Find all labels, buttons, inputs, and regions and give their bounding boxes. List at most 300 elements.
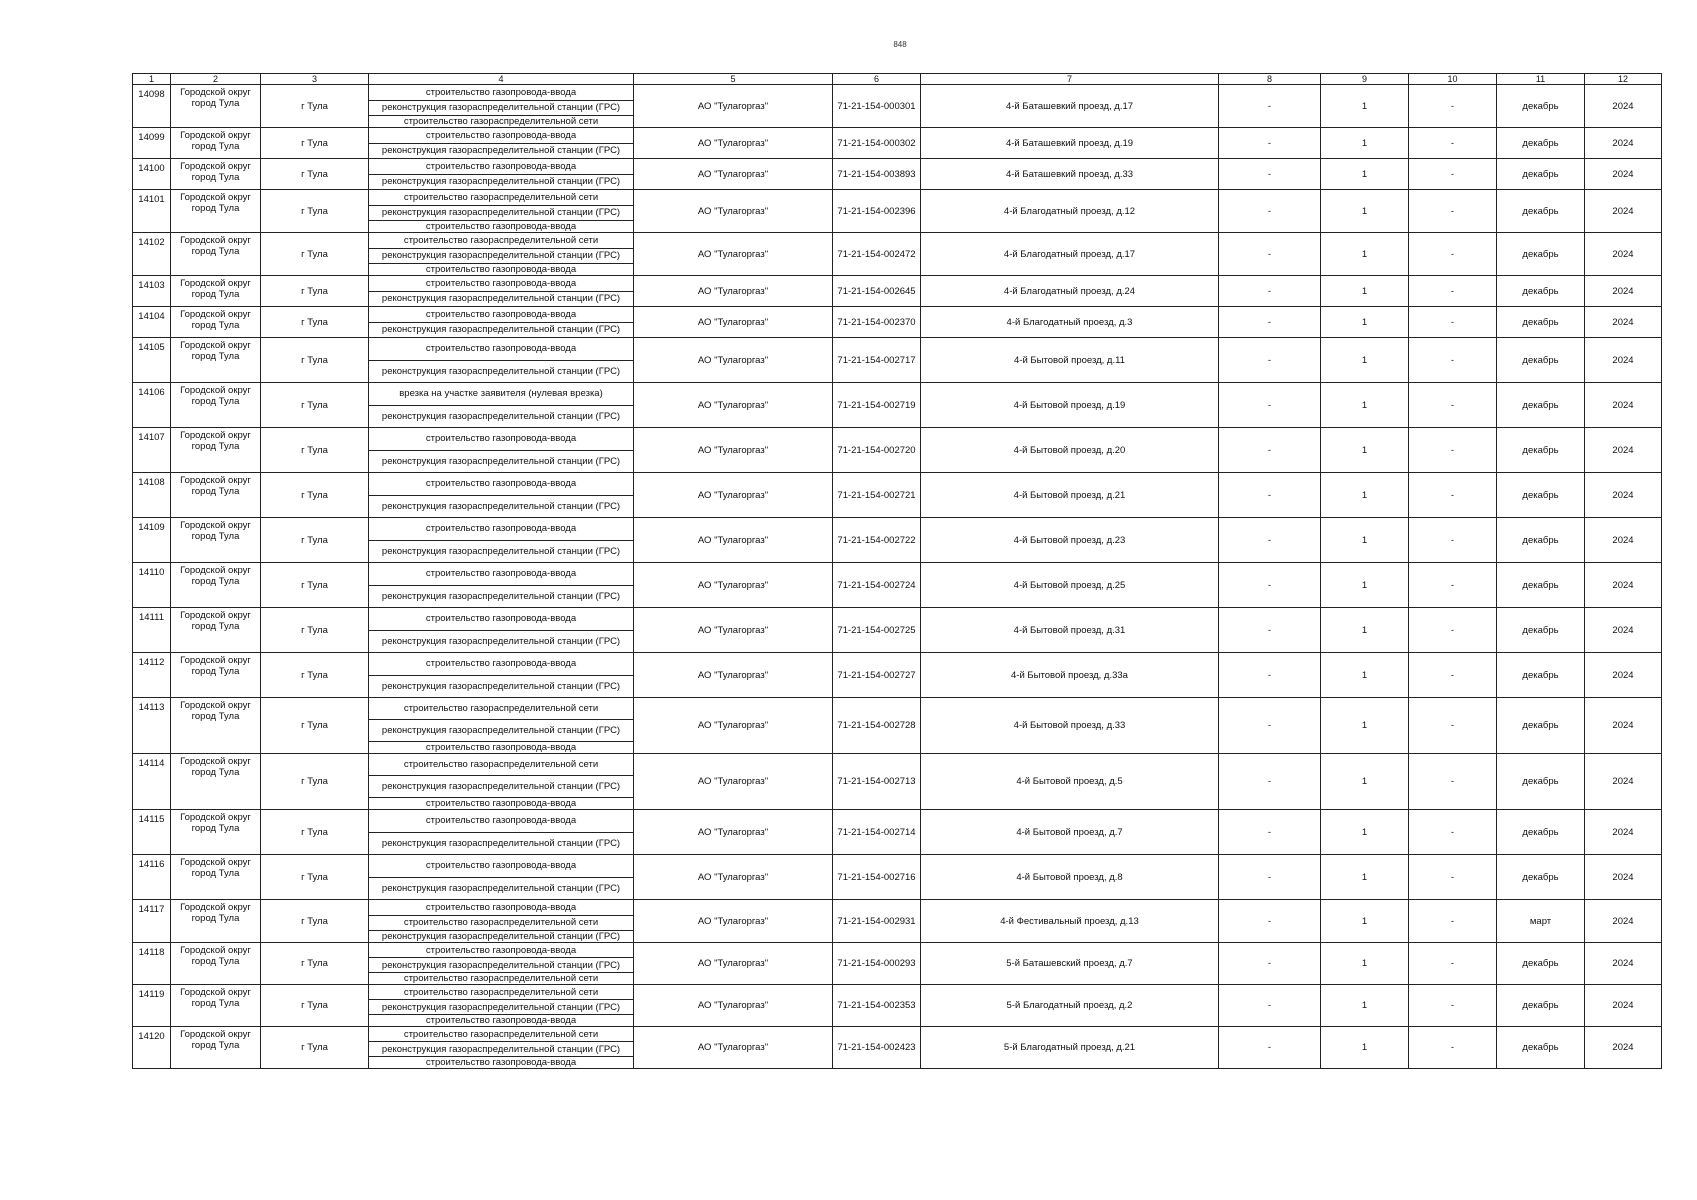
month: декабрь — [1497, 428, 1585, 473]
col-10-value: - — [1409, 159, 1497, 190]
col-10-value: - — [1409, 128, 1497, 159]
organization: АО "Тулагоргаз" — [634, 276, 833, 307]
month: декабрь — [1497, 698, 1585, 754]
column-header: 9 — [1321, 74, 1409, 85]
col-10-value: - — [1409, 900, 1497, 943]
works-cell — [369, 128, 634, 159]
col-9-value: 1 — [1321, 85, 1409, 128]
col-9-value: 1 — [1321, 383, 1409, 428]
city-name: г Тула — [261, 307, 369, 338]
col-8-value: - — [1219, 233, 1321, 276]
col-8-value: - — [1219, 276, 1321, 307]
month: декабрь — [1497, 943, 1585, 985]
table-row — [133, 518, 1662, 563]
table-row — [133, 276, 1662, 307]
work-item: реконструкция газораспределительной станции (ГРС) — [369, 775, 633, 797]
city-name: г Тула — [261, 855, 369, 900]
work-item: реконструкция газораспределительной станции (ГРС) — [369, 360, 633, 383]
works-cell — [369, 233, 634, 276]
city-name: г Тула — [261, 383, 369, 428]
district-name: Городской округ город Тула — [171, 943, 261, 985]
district-name: Городской округ город Тула — [171, 276, 261, 307]
table-row — [133, 473, 1662, 518]
work-item: строительство газопровода-ввода — [425, 277, 577, 289]
table-row — [133, 307, 1662, 338]
table-row — [133, 653, 1662, 698]
address: 4-й Бытовой проезд, д.11 — [921, 338, 1219, 383]
column-header: 10 — [1409, 74, 1497, 85]
col-8-value: - — [1219, 943, 1321, 985]
work-item: строительство газопровода-ввода — [425, 308, 577, 320]
col-9-value: 1 — [1321, 754, 1409, 810]
year: 2024 — [1585, 518, 1662, 563]
work-item: строительство газопровода-ввода — [369, 1014, 633, 1026]
object-code: 71-21-154-002722 — [833, 518, 921, 563]
address: 5-й Баташевский проезд, д.7 — [921, 943, 1219, 985]
col-8-value: - — [1219, 754, 1321, 810]
work-item: строительство газопровода-ввода — [425, 433, 577, 445]
work-item: строительство газопровода-ввода — [369, 220, 633, 232]
col-9-value: 1 — [1321, 563, 1409, 608]
col-9-value: 1 — [1321, 307, 1409, 338]
row-number: 14113 — [133, 698, 171, 754]
col-10-value: - — [1409, 698, 1497, 754]
work-item: реконструкция газораспределительной станции (ГРС) — [369, 630, 633, 653]
city-name: г Тула — [261, 900, 369, 943]
district-name: Городской округ город Тула — [171, 233, 261, 276]
table-row — [133, 810, 1662, 855]
year: 2024 — [1585, 754, 1662, 810]
table-row — [133, 85, 1662, 128]
city-name: г Тула — [261, 428, 369, 473]
object-code: 71-21-154-002724 — [833, 563, 921, 608]
address: 4-й Благодатный проезд, д.3 — [921, 307, 1219, 338]
table-row — [133, 563, 1662, 608]
row-number: 14111 — [133, 608, 171, 653]
works-cell — [369, 608, 634, 653]
city-name: г Тула — [261, 233, 369, 276]
column-number-row — [133, 74, 1662, 85]
object-code: 71-21-154-002645 — [833, 276, 921, 307]
work-item: реконструкция газораспределительной станции (ГРС) — [369, 1041, 633, 1056]
organization: АО "Тулагоргаз" — [634, 563, 833, 608]
object-code: 71-21-154-002721 — [833, 473, 921, 518]
col-8-value: - — [1219, 338, 1321, 383]
work-item: строительство газопровода-ввода — [425, 478, 577, 490]
address: 4-й Баташевкий проезд, д.33 — [921, 159, 1219, 190]
work-item: строительство газораспределительной сети — [403, 703, 599, 714]
month: декабрь — [1497, 383, 1585, 428]
works-cell — [369, 1027, 634, 1069]
work-item: строительство газопровода-ввода — [369, 797, 633, 809]
col-9-value: 1 — [1321, 473, 1409, 518]
work-item: строительство газопровода-ввода — [425, 901, 577, 913]
col-8-value: - — [1219, 985, 1321, 1027]
col-9-value: 1 — [1321, 985, 1409, 1027]
year: 2024 — [1585, 810, 1662, 855]
district-name: Городской округ город Тула — [171, 985, 261, 1027]
works-cell — [369, 900, 634, 943]
col-8-value: - — [1219, 190, 1321, 233]
work-item: строительство газораспределительной сети — [403, 191, 599, 203]
col-8-value: - — [1219, 698, 1321, 754]
row-number: 14118 — [133, 943, 171, 985]
city-name: г Тула — [261, 1027, 369, 1069]
row-number: 14102 — [133, 233, 171, 276]
object-code: 71-21-154-002396 — [833, 190, 921, 233]
works-cell — [369, 276, 634, 307]
works-cell — [369, 159, 634, 190]
work-item: реконструкция газораспределительной станции (ГРС) — [369, 957, 633, 972]
col-10-value: - — [1409, 338, 1497, 383]
col-9-value: 1 — [1321, 653, 1409, 698]
table-row — [133, 754, 1662, 810]
col-9-value: 1 — [1321, 698, 1409, 754]
col-8-value: - — [1219, 1027, 1321, 1069]
work-item: строительство газопровода-ввода — [425, 613, 577, 625]
object-code: 71-21-154-002423 — [833, 1027, 921, 1069]
col-10-value: - — [1409, 428, 1497, 473]
district-name: Городской округ город Тула — [171, 1027, 261, 1069]
col-9-value: 1 — [1321, 276, 1409, 307]
work-item: реконструкция газораспределительной станции (ГРС) — [369, 999, 633, 1014]
works-cell — [369, 855, 634, 900]
row-number: 14105 — [133, 338, 171, 383]
city-name: г Тула — [261, 563, 369, 608]
address: 4-й Бытовой проезд, д.25 — [921, 563, 1219, 608]
address: 5-й Благодатный проезд, д.21 — [921, 1027, 1219, 1069]
month: декабрь — [1497, 338, 1585, 383]
col-9-value: 1 — [1321, 338, 1409, 383]
address: 4-й Бытовой проезд, д.33 — [921, 698, 1219, 754]
works-cell — [369, 307, 634, 338]
col-9-value: 1 — [1321, 233, 1409, 276]
object-code: 71-21-154-002713 — [833, 754, 921, 810]
district-name: Городской округ город Тула — [171, 900, 261, 943]
month: декабрь — [1497, 159, 1585, 190]
work-item: реконструкция газораспределительной станции (ГРС) — [369, 450, 633, 473]
month: декабрь — [1497, 1027, 1585, 1069]
work-item: строительство газопровода-ввода — [425, 860, 577, 872]
work-item: строительство газопровода-ввода — [369, 1056, 633, 1068]
organization: АО "Тулагоргаз" — [634, 698, 833, 754]
organization: АО "Тулагоргаз" — [634, 943, 833, 985]
work-item: реконструкция газораспределительной станции (ГРС) — [369, 540, 633, 563]
table-row — [133, 383, 1662, 428]
row-number: 14103 — [133, 276, 171, 307]
works-cell — [369, 428, 634, 473]
organization: АО "Тулагоргаз" — [634, 383, 833, 428]
work-item: реконструкция газораспределительной станции (ГРС) — [369, 100, 633, 116]
column-header: 3 — [261, 74, 369, 85]
month: декабрь — [1497, 85, 1585, 128]
row-number: 14100 — [133, 159, 171, 190]
works-cell — [369, 383, 634, 428]
month: декабрь — [1497, 233, 1585, 276]
district-name: Городской округ город Тула — [171, 608, 261, 653]
object-code: 71-21-154-002728 — [833, 698, 921, 754]
year: 2024 — [1585, 985, 1662, 1027]
works-cell — [369, 338, 634, 383]
row-number: 14115 — [133, 810, 171, 855]
work-item: строительство газопровода-ввода — [369, 263, 633, 275]
col-8-value: - — [1219, 653, 1321, 698]
address: 4-й Бытовой проезд, д.33а — [921, 653, 1219, 698]
works-cell — [369, 85, 634, 128]
row-number: 14108 — [133, 473, 171, 518]
district-name: Городской округ город Тула — [171, 85, 261, 128]
month: декабрь — [1497, 518, 1585, 563]
organization: АО "Тулагоргаз" — [634, 518, 833, 563]
col-10-value: - — [1409, 190, 1497, 233]
gasification-table — [132, 73, 1662, 1069]
col-10-value: - — [1409, 307, 1497, 338]
works-cell — [369, 698, 634, 754]
work-item: строительство газопровода-ввода — [369, 741, 633, 753]
month: март — [1497, 900, 1585, 943]
column-header: 1 — [133, 74, 171, 85]
works-cell — [369, 754, 634, 810]
work-item: реконструкция газораспределительной станции (ГРС) — [369, 877, 633, 900]
work-item: строительство газораспределительной сети — [403, 234, 599, 246]
district-name: Городской округ город Тула — [171, 338, 261, 383]
col-10-value: - — [1409, 985, 1497, 1027]
table-row — [133, 428, 1662, 473]
city-name: г Тула — [261, 518, 369, 563]
table-row — [133, 698, 1662, 754]
object-code: 71-21-154-002716 — [833, 855, 921, 900]
year: 2024 — [1585, 276, 1662, 307]
work-item: строительство газораспределительной сети — [403, 986, 599, 998]
table-row — [133, 338, 1662, 383]
table-row — [133, 1027, 1662, 1069]
col-9-value: 1 — [1321, 900, 1409, 943]
col-9-value: 1 — [1321, 428, 1409, 473]
col-9-value: 1 — [1321, 1027, 1409, 1069]
address: 4-й Бытовой проезд, д.21 — [921, 473, 1219, 518]
address: 4-й Бытовой проезд, д.31 — [921, 608, 1219, 653]
col-8-value: - — [1219, 85, 1321, 128]
city-name: г Тула — [261, 985, 369, 1027]
row-number: 14109 — [133, 518, 171, 563]
month: декабрь — [1497, 190, 1585, 233]
district-name: Городской округ город Тула — [171, 128, 261, 159]
district-name: Городской округ город Тула — [171, 428, 261, 473]
organization: АО "Тулагоргаз" — [634, 754, 833, 810]
year: 2024 — [1585, 383, 1662, 428]
row-number: 14107 — [133, 428, 171, 473]
work-item: строительство газораспределительной сети — [369, 115, 633, 127]
work-item: строительство газопровода-ввода — [425, 343, 577, 355]
col-9-value: 1 — [1321, 190, 1409, 233]
col-10-value: - — [1409, 653, 1497, 698]
table-row — [133, 159, 1662, 190]
col-8-value: - — [1219, 473, 1321, 518]
address: 4-й Бытовой проезд, д.7 — [921, 810, 1219, 855]
city-name: г Тула — [261, 810, 369, 855]
row-number: 14098 — [133, 85, 171, 128]
work-item: реконструкция газораспределительной станции (ГРС) — [369, 322, 633, 338]
organization: АО "Тулагоргаз" — [634, 1027, 833, 1069]
address: 4-й Бытовой проезд, д.5 — [921, 754, 1219, 810]
district-name: Городской округ город Тула — [171, 810, 261, 855]
year: 2024 — [1585, 653, 1662, 698]
district-name: Городской округ город Тула — [171, 653, 261, 698]
works-cell — [369, 943, 634, 985]
organization: АО "Тулагоргаз" — [634, 985, 833, 1027]
city-name: г Тула — [261, 159, 369, 190]
column-header: 7 — [921, 74, 1219, 85]
row-number: 14106 — [133, 383, 171, 428]
month: декабрь — [1497, 473, 1585, 518]
month: декабрь — [1497, 276, 1585, 307]
district-name: Городской округ город Тула — [171, 159, 261, 190]
organization: АО "Тулагоргаз" — [634, 338, 833, 383]
table-row — [133, 900, 1662, 943]
col-8-value: - — [1219, 900, 1321, 943]
column-header: 8 — [1219, 74, 1321, 85]
column-header: 11 — [1497, 74, 1585, 85]
month: декабрь — [1497, 608, 1585, 653]
address: 4-й Бытовой проезд, д.19 — [921, 383, 1219, 428]
organization: АО "Тулагоргаз" — [634, 190, 833, 233]
district-name: Городской округ город Тула — [171, 698, 261, 754]
table-row — [133, 190, 1662, 233]
year: 2024 — [1585, 190, 1662, 233]
col-8-value: - — [1219, 128, 1321, 159]
col-8-value: - — [1219, 810, 1321, 855]
work-item: реконструкция газораспределительной станции (ГРС) — [369, 675, 633, 698]
work-item: строительство газопровода-ввода — [425, 815, 577, 827]
city-name: г Тула — [261, 85, 369, 128]
work-item: строительство газораспределительной сети — [369, 972, 633, 984]
work-item: реконструкция газораспределительной станции (ГРС) — [369, 832, 633, 855]
table-row — [133, 128, 1662, 159]
col-10-value: - — [1409, 754, 1497, 810]
object-code: 71-21-154-002931 — [833, 900, 921, 943]
city-name: г Тула — [261, 338, 369, 383]
year: 2024 — [1585, 608, 1662, 653]
work-item: строительство газопровода-ввода — [425, 568, 577, 580]
works-cell — [369, 985, 634, 1027]
work-item: строительство газопровода-ввода — [425, 944, 577, 956]
column-header: 12 — [1585, 74, 1662, 85]
col-10-value: - — [1409, 810, 1497, 855]
object-code: 71-21-154-002719 — [833, 383, 921, 428]
city-name: г Тула — [261, 653, 369, 698]
month: декабрь — [1497, 855, 1585, 900]
year: 2024 — [1585, 855, 1662, 900]
address: 4-й Благодатный проезд, д.24 — [921, 276, 1219, 307]
object-code: 71-21-154-002714 — [833, 810, 921, 855]
row-number: 14099 — [133, 128, 171, 159]
col-10-value: - — [1409, 943, 1497, 985]
organization: АО "Тулагоргаз" — [634, 159, 833, 190]
district-name: Городской округ город Тула — [171, 190, 261, 233]
col-8-value: - — [1219, 563, 1321, 608]
work-item: строительство газораспределительной сети — [403, 759, 599, 770]
object-code: 71-21-154-002725 — [833, 608, 921, 653]
col-9-value: 1 — [1321, 855, 1409, 900]
year: 2024 — [1585, 563, 1662, 608]
organization: АО "Тулагоргаз" — [634, 653, 833, 698]
year: 2024 — [1585, 338, 1662, 383]
col-8-value: - — [1219, 383, 1321, 428]
object-code: 71-21-154-000302 — [833, 128, 921, 159]
col-9-value: 1 — [1321, 128, 1409, 159]
object-code: 71-21-154-002727 — [833, 653, 921, 698]
col-9-value: 1 — [1321, 608, 1409, 653]
year: 2024 — [1585, 307, 1662, 338]
organization: АО "Тулагоргаз" — [634, 608, 833, 653]
column-header: 5 — [634, 74, 833, 85]
organization: АО "Тулагоргаз" — [634, 428, 833, 473]
organization: АО "Тулагоргаз" — [634, 855, 833, 900]
month: декабрь — [1497, 128, 1585, 159]
district-name: Городской округ город Тула — [171, 563, 261, 608]
address: 4-й Благодатный проезд, д.12 — [921, 190, 1219, 233]
city-name: г Тула — [261, 943, 369, 985]
work-item: реконструкция газораспределительной станции (ГРС) — [369, 719, 633, 741]
organization: АО "Тулагоргаз" — [634, 900, 833, 943]
row-number: 14119 — [133, 985, 171, 1027]
address: 4-й Благодатный проезд, д.17 — [921, 233, 1219, 276]
organization: АО "Тулагоргаз" — [634, 233, 833, 276]
work-item: реконструкция газораспределительной станции (ГРС) — [369, 143, 633, 159]
col-10-value: - — [1409, 85, 1497, 128]
table-row — [133, 233, 1662, 276]
work-item: реконструкция газораспределительной станции (ГРС) — [369, 495, 633, 518]
address: 4-й Баташевкий проезд, д.17 — [921, 85, 1219, 128]
object-code: 71-21-154-003893 — [833, 159, 921, 190]
work-item: реконструкция газораспределительной станции (ГРС) — [369, 248, 633, 264]
district-name: Городской округ город Тула — [171, 855, 261, 900]
organization: АО "Тулагоргаз" — [634, 85, 833, 128]
year: 2024 — [1585, 473, 1662, 518]
col-10-value: - — [1409, 518, 1497, 563]
table-row — [133, 608, 1662, 653]
address: 4-й Фестивальный проезд, д.13 — [921, 900, 1219, 943]
works-cell — [369, 190, 634, 233]
row-number: 14116 — [133, 855, 171, 900]
col-10-value: - — [1409, 1027, 1497, 1069]
col-10-value: - — [1409, 233, 1497, 276]
work-item: врезка на участке заявителя (нулевая врезка) — [399, 388, 603, 400]
month: декабрь — [1497, 307, 1585, 338]
year: 2024 — [1585, 233, 1662, 276]
page-number: 848 — [893, 40, 907, 49]
work-item: строительство газораспределительной сети — [369, 915, 633, 931]
year: 2024 — [1585, 428, 1662, 473]
city-name: г Тула — [261, 754, 369, 810]
object-code: 71-21-154-002717 — [833, 338, 921, 383]
col-10-value: - — [1409, 563, 1497, 608]
object-code: 71-21-154-002353 — [833, 985, 921, 1027]
month: декабрь — [1497, 985, 1585, 1027]
col-8-value: - — [1219, 518, 1321, 563]
row-number: 14104 — [133, 307, 171, 338]
object-code: 71-21-154-000293 — [833, 943, 921, 985]
col-9-value: 1 — [1321, 810, 1409, 855]
object-code: 71-21-154-002720 — [833, 428, 921, 473]
month: декабрь — [1497, 563, 1585, 608]
work-item: реконструкция газораспределительной станции (ГРС) — [369, 930, 633, 942]
work-item: реконструкция газораспределительной станции (ГРС) — [369, 291, 633, 307]
year: 2024 — [1585, 900, 1662, 943]
work-item: строительство газопровода-ввода — [425, 129, 577, 141]
work-item: строительство газопровода-ввода — [425, 160, 577, 172]
month: декабрь — [1497, 653, 1585, 698]
